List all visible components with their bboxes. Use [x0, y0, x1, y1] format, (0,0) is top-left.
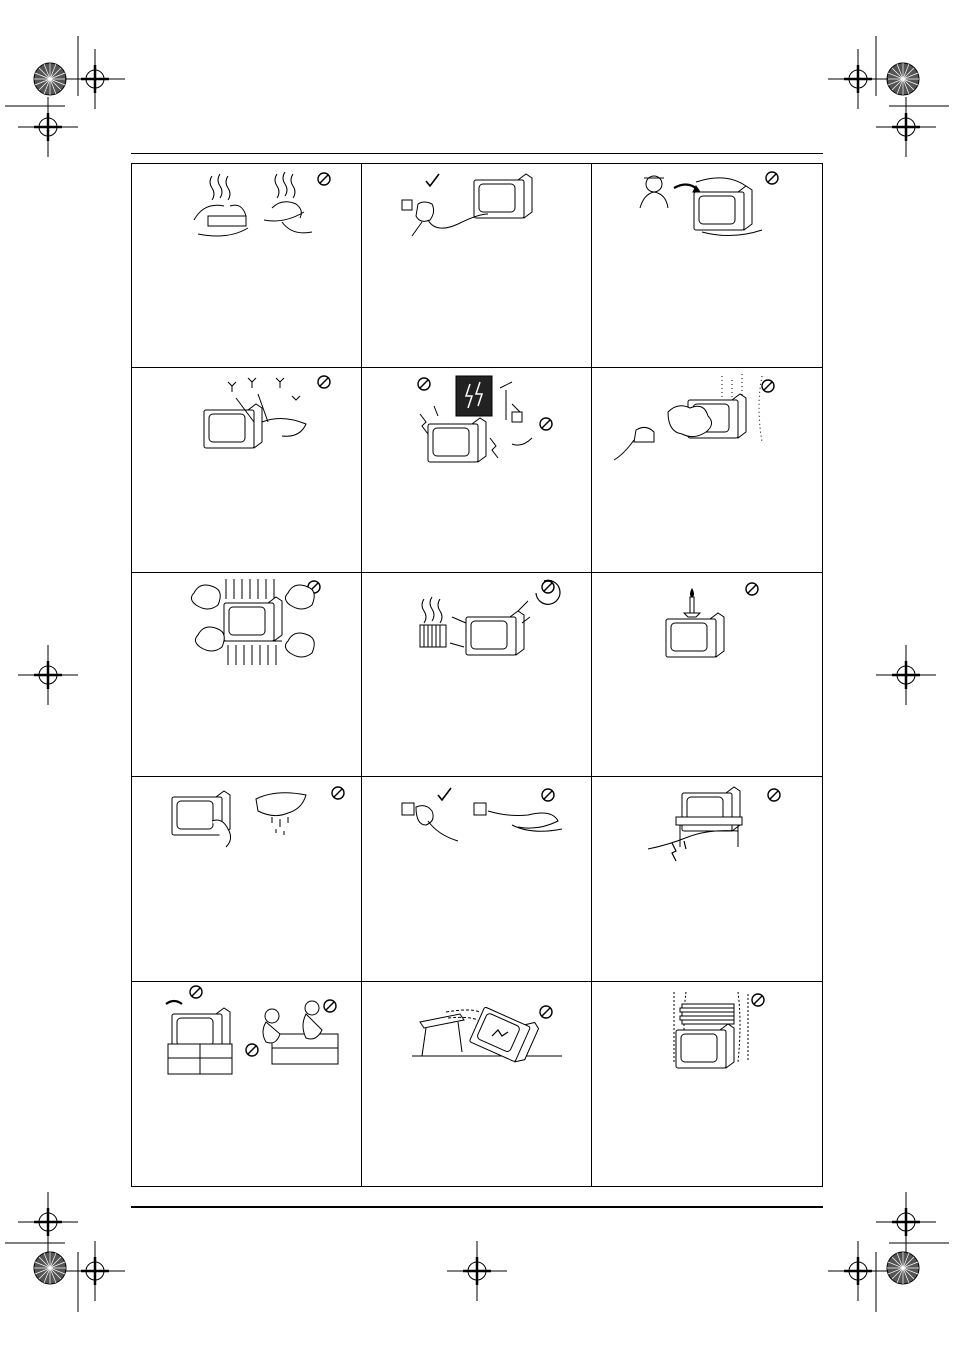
pull-plug-not-cord-icon: [362, 777, 592, 981]
call-service-technician-icon: [592, 164, 822, 368]
panel-lightning-storm-antenna: [362, 368, 592, 572]
steam-humidity-icon: [592, 368, 822, 572]
panel-children-climbing-tv: [132, 982, 362, 1186]
overheated-power-strip-icon: [132, 164, 362, 368]
panel-damaged-power-cord: [592, 777, 822, 981]
panel-wet-cloth-cleaning: [132, 777, 362, 981]
panel-objects-on-tv: [592, 982, 822, 1186]
wet-cloth-cleaning-icon: [132, 777, 362, 981]
blocked-ventilation-icon: [132, 573, 362, 777]
panel-candle-on-tv: [592, 573, 822, 777]
panel-unplug-power-cord: [362, 164, 592, 368]
panel-heat-sources: [362, 573, 592, 777]
panel-pull-plug-not-cord: [362, 777, 592, 981]
objects-on-tv-icon: [592, 982, 822, 1186]
candle-on-tv-icon: [592, 573, 822, 777]
unstable-cart-icon: [362, 982, 592, 1186]
panel-unstable-cart: [362, 982, 592, 1186]
object-inserted-into-tv-icon: [132, 368, 362, 572]
panel-overheated-power-strip: [132, 164, 362, 368]
starburst-mark-bottom-right: [887, 1252, 919, 1284]
unplug-power-cord-icon: [362, 164, 592, 368]
panel-steam-humidity: [592, 368, 822, 572]
panel-call-service-technician: [592, 164, 822, 368]
panel-object-inserted-into-tv: [132, 368, 362, 572]
starburst-mark-top-left: [34, 63, 66, 95]
panel-blocked-ventilation: [132, 573, 362, 777]
header-rule: [131, 153, 823, 154]
children-climbing-tv-icon: [132, 982, 362, 1186]
lightning-storm-antenna-icon: [362, 368, 592, 572]
starburst-mark-bottom-left: [34, 1252, 66, 1284]
damaged-power-cord-icon: [592, 777, 822, 981]
safety-pictogram-grid: [131, 163, 823, 1187]
heat-sources-icon: [362, 573, 592, 777]
footer-rule: [131, 1206, 823, 1208]
starburst-mark-top-right: [887, 63, 919, 95]
